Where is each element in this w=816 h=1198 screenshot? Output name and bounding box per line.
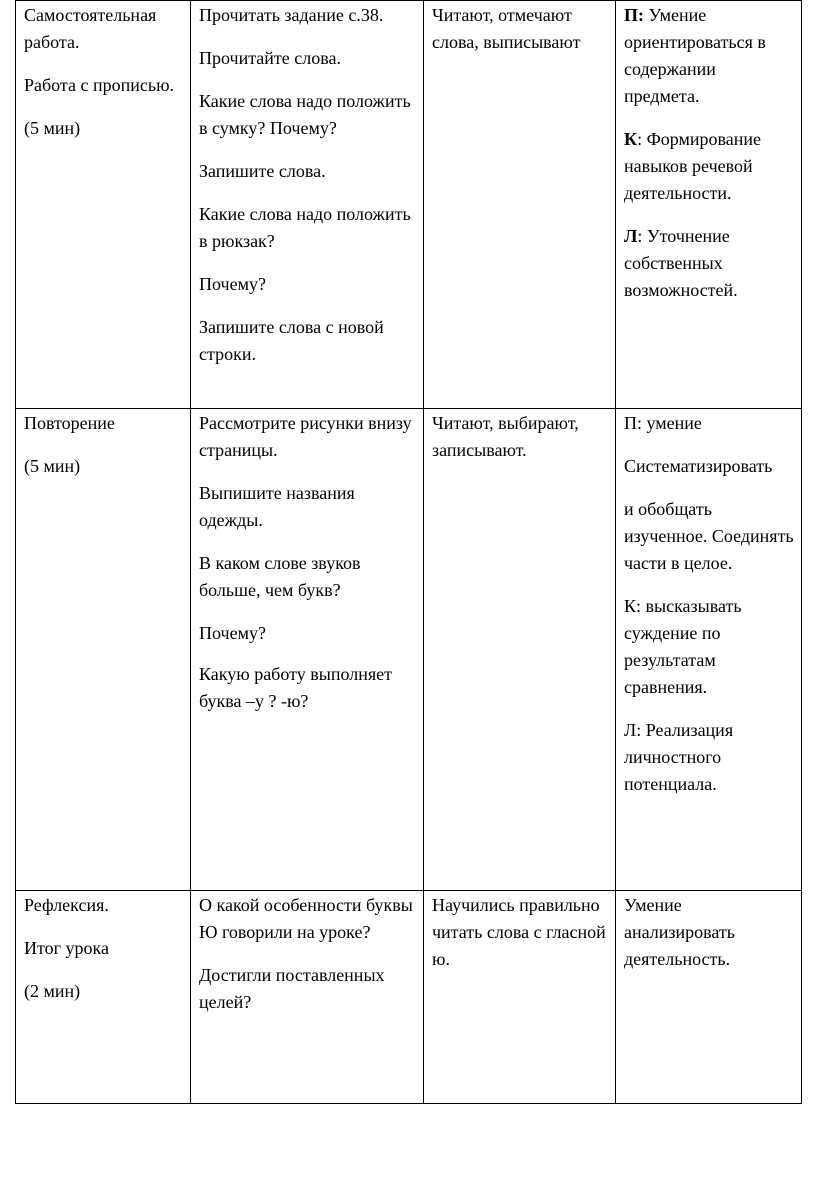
- outcome-line: [624, 2, 795, 110]
- outcome-line: Умение анализировать деятельность.: [624, 895, 735, 969]
- teacher-line: Какие слова надо положить в сумку? Почему?: [199, 91, 411, 138]
- outcome-line: Л: Реализация личностного потенциала.: [624, 720, 734, 794]
- outcomes-cell: [616, 409, 802, 891]
- teacher-line: Прочитать задание с.38.: [199, 5, 384, 25]
- stage-line: (2 мин): [24, 981, 81, 1001]
- teacher-line: О какой особенности буквы Ю говорили на уроке?: [199, 895, 413, 942]
- stage-line: Повторение: [24, 413, 115, 433]
- student-activity-cell: [424, 891, 616, 1104]
- teacher-line: Запишите слова с новой строки.: [199, 317, 384, 364]
- outcome-key: Л: [624, 226, 638, 246]
- table-row: [16, 409, 802, 891]
- teacher-line: Какие слова надо положить в рюкзак?: [199, 204, 411, 251]
- student-line: Читают, отмечают слова, выписывают: [432, 5, 581, 52]
- stage-line: Самостоятельная работа.: [24, 5, 157, 52]
- teacher-activity-cell: [191, 1, 424, 409]
- table-row: [16, 891, 802, 1104]
- outcome-text: : Формирование навыков речевой деятельности.: [624, 129, 762, 203]
- stage-cell: [16, 891, 191, 1104]
- teacher-line: Рассмотрите рисунки внизу страницы.: [199, 413, 412, 460]
- table-row: [16, 1, 802, 409]
- stage-line: Итог урока: [24, 938, 109, 958]
- outcome-text: Умение ориентироваться в содержании предмета.: [624, 5, 766, 106]
- stage-cell: [16, 1, 191, 409]
- student-line: Читают, выбирают, записывают.: [432, 413, 579, 460]
- student-line: Научились правильно читать слова с гласной ю.: [432, 895, 606, 969]
- teacher-line: Какую работу выполняет буква –у ? -ю?: [199, 664, 392, 711]
- outcome-key: К: [624, 129, 638, 149]
- teacher-activity-cell: [191, 891, 424, 1104]
- student-activity-cell: [424, 409, 616, 891]
- outcome-key: П:: [624, 5, 644, 25]
- outcome-line: Систематизировать: [624, 456, 773, 476]
- outcomes-cell: [616, 1, 802, 409]
- outcome-text: : Уточнение собственных возможностей.: [624, 226, 738, 300]
- teacher-line: Достигли поставленных целей?: [199, 965, 385, 1012]
- stage-line: Работа с прописью.: [24, 75, 175, 95]
- stage-line: (5 мин): [24, 456, 81, 476]
- outcome-line: П: умение: [624, 413, 702, 433]
- outcome-line: [624, 223, 795, 304]
- stage-cell: [16, 409, 191, 891]
- teacher-line: Почему?: [199, 623, 266, 643]
- teacher-line: В каком слове звуков больше, чем букв?: [199, 553, 361, 600]
- outcome-line: [624, 126, 795, 207]
- outcome-line: и обобщать изученное. Соединять части в целое.: [624, 499, 794, 573]
- lesson-plan-table: [15, 0, 802, 1104]
- teacher-line: Выпишите названия одежды.: [199, 483, 355, 530]
- teacher-line: Прочитайте слова.: [199, 48, 342, 68]
- stage-line: Рефлексия.: [24, 895, 109, 915]
- teacher-line: Запишите слова.: [199, 161, 326, 181]
- teacher-line: Почему?: [199, 274, 266, 294]
- stage-line: (5 мин): [24, 118, 81, 138]
- teacher-activity-cell: [191, 409, 424, 891]
- student-activity-cell: [424, 1, 616, 409]
- outcomes-cell: [616, 891, 802, 1104]
- outcome-line: К: высказывать суждение по результатам сравнения.: [624, 596, 742, 697]
